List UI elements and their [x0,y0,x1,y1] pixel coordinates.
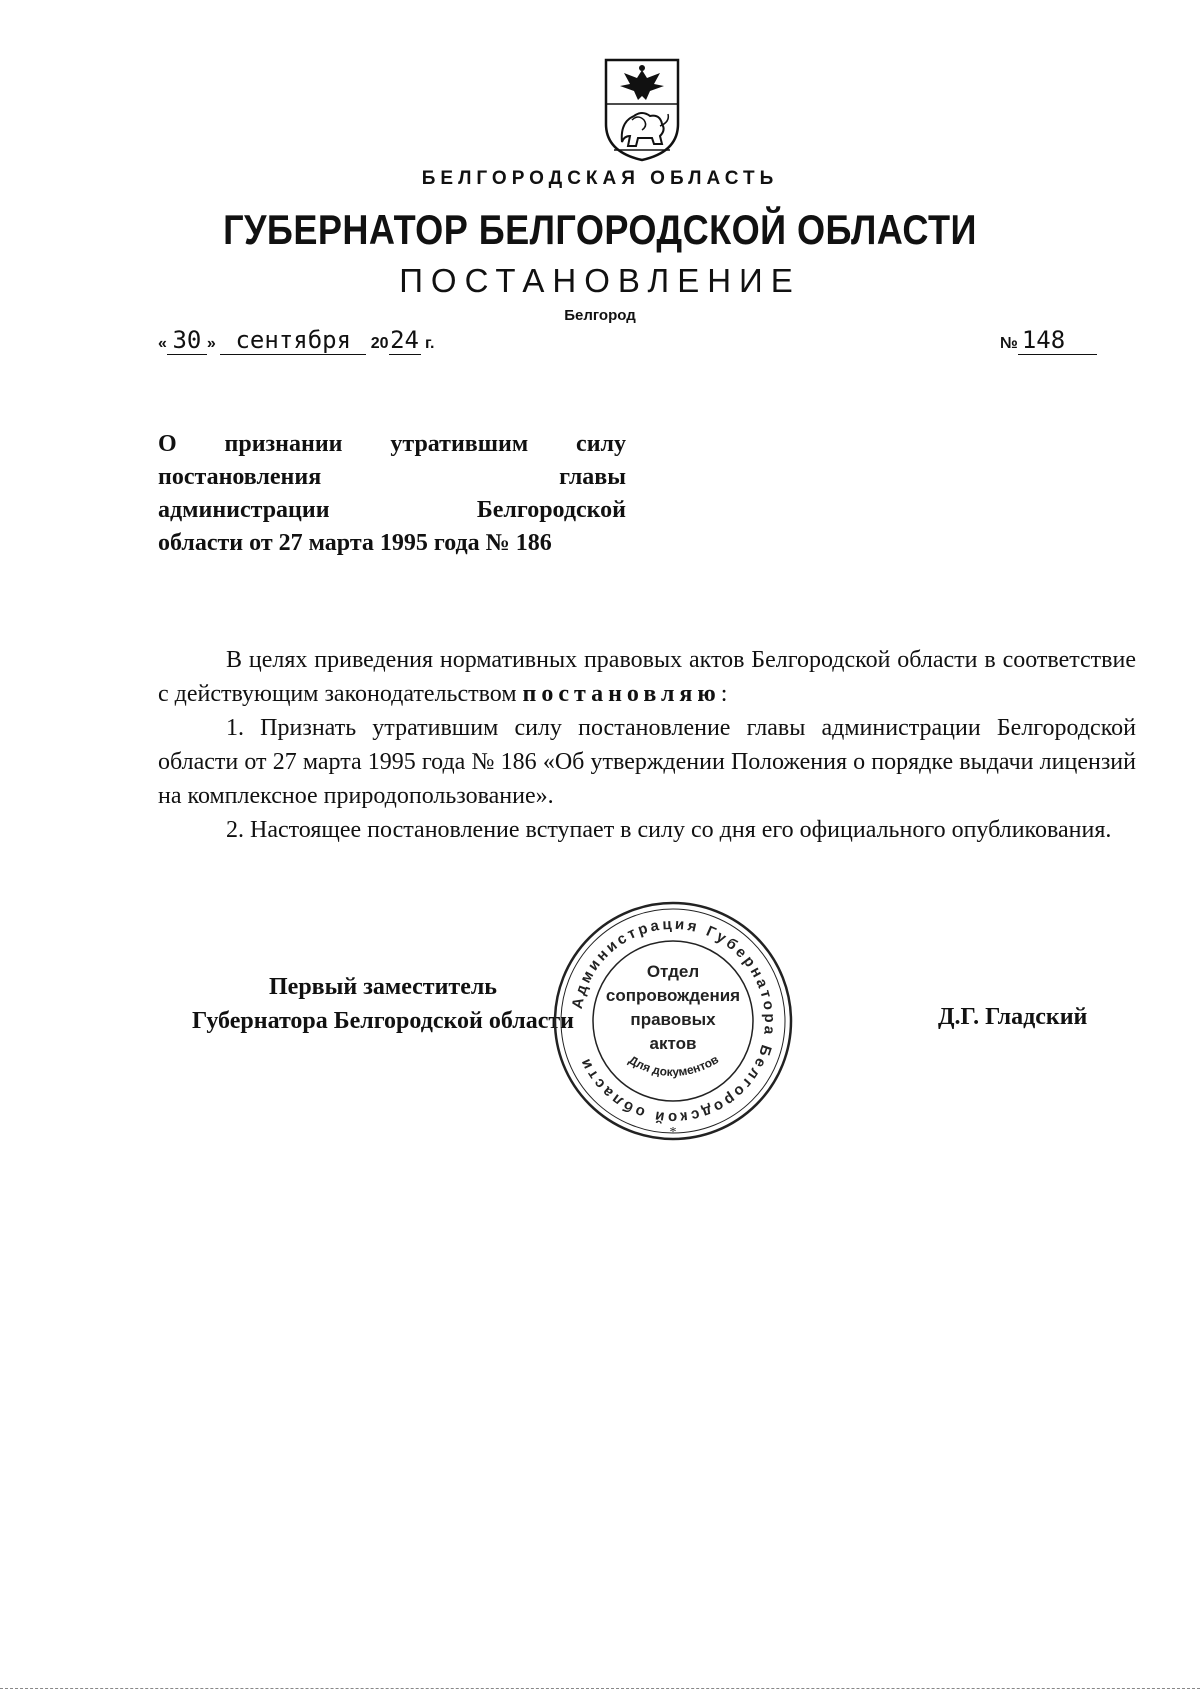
date-day: 30 [167,326,207,355]
document-number [1000,326,1097,355]
document-type: ПОСТАНОВЛЕНИЕ [399,262,801,299]
date-month: сентября [220,326,366,355]
city-label: Белгород [564,307,636,324]
coat-of-arms [602,56,682,162]
date-close-quote: » [206,335,216,352]
date-year-prefix: 20 [370,335,389,352]
svg-text:Для документов [626,1052,721,1079]
stamp-center-line: сопровождения [605,986,741,1005]
body-intro [158,643,1136,711]
authority-heading: ГУБЕРНАТОР БЕЛГОРОДСКОЙ ОБЛАСТИ [223,206,977,253]
decree-colon: : [720,681,728,707]
date-year-mark: г. [424,335,435,352]
body-item-1: 1. Признать утратившим силу постановление главы администрации Белгородской области от 27 марта 1995 года № 186 «Об утверждении Положения о порядке выдачи лицензий на комплексное природопользование». [158,715,1136,809]
date-year-suffix: 24 [390,326,419,354]
stamp-center-text [600,960,746,1056]
subject-line: постановления главы [158,464,626,490]
number-value: 148 [1018,326,1097,355]
intro-text: В целях приведения нормативных правовых актов Белгородской области в соответствие с действующим законодательством [158,647,1136,707]
document-body [158,643,1136,847]
svg-text:*: * [669,1125,677,1140]
document-subject [158,428,626,560]
belgorod-coat-of-arms-icon [602,56,682,162]
stamp-ring-text: Администрация Губернатора Белгородской области [568,915,779,1127]
stamp-center-line: Отдел [646,962,700,981]
stamp-center-line: актов [649,1034,697,1053]
document-date [158,326,434,355]
date-open-quote: « [158,335,167,352]
subject-line: О признании утратившим силу [158,431,626,457]
number-label: № [1000,335,1018,352]
subject-line: администрации Белгородской [158,497,626,523]
stamp-bottom-text: Для документов [626,1052,721,1080]
scan-edge-line [0,1688,1200,1690]
position-line: Губернатора Белгородской области [192,1008,574,1034]
subject-line: области от 27 марта 1995 года № 186 [158,530,552,556]
stamp-center-line: правовых [630,1010,716,1029]
body-item-2: 2. Настоящее постановление вступает в силу со дня его официального опубликования. [226,817,1112,843]
decree-word: постановляю [522,681,721,707]
region-heading: БЕЛГОРОДСКАЯ ОБЛАСТЬ [421,168,779,189]
signatory-name: Д.Г. Гладский [938,1004,1088,1030]
position-line: Первый заместитель [269,974,497,1000]
